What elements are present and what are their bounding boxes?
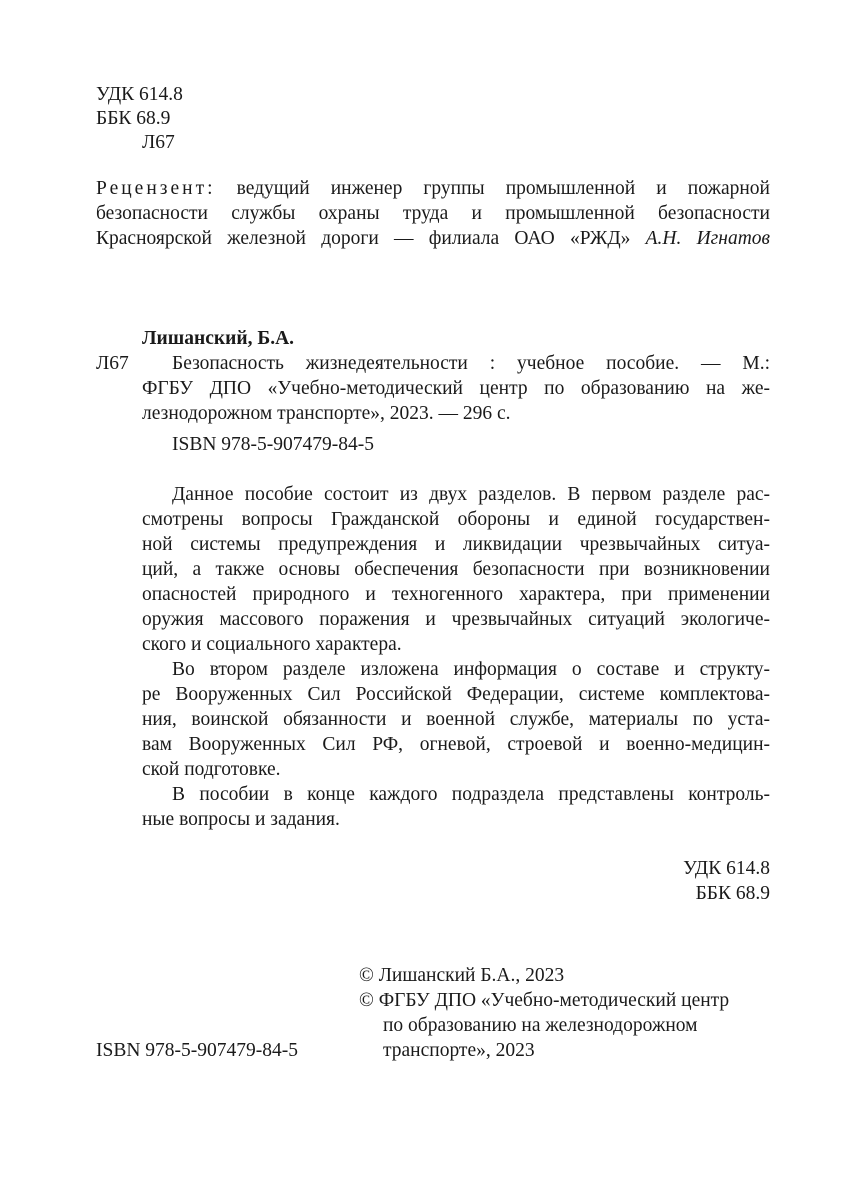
record-isbn: ISBN 978-5-907479-84-5 (172, 434, 375, 455)
record-author: Лишанский, Б.А. (142, 328, 295, 349)
record-author-mark: Л67 (96, 353, 129, 374)
abstract-line: ций, а также основы обеспечения безопасности при возникновении (142, 559, 770, 580)
reviewer-name: А.Н. Игнатов (645, 228, 771, 249)
copyright-publisher: © ФГБУ ДПО «Учебно-методический центр (359, 990, 730, 1011)
reviewer-label: Рецензент: (96, 178, 216, 199)
abstract-line: вам Вооруженных Сил РФ, огневой, строевой и военно-медицин- (142, 734, 770, 755)
abstract-line: В пособии в конце каждого подраздела представлены контроль- (172, 784, 770, 805)
abstract-line: ной системы предупреждения и ликвидации чрезвычайных ситуа- (142, 534, 770, 555)
abstract-line: смотрены вопросы Гражданской обороны и единой государствен- (142, 509, 770, 530)
reviewer-line-2: безопасности службы охраны труда и промышленной безопасности (96, 203, 770, 224)
abstract-line: Данное пособие состоит из двух разделов. В первом разделе рас- (172, 484, 770, 505)
abstract-line: ре Вооруженных Сил Российской Федерации, системе комплектова- (142, 684, 770, 705)
abstract-line: оружия массового поражения и чрезвычайных ситуаций экологиче- (142, 609, 770, 630)
reviewer-line-3: Красноярской железной дороги — филиала ОАО «РЖД» А.Н. Игнатов (96, 228, 771, 249)
reviewer-line-1: Рецензент: ведущий инженер группы промышленной и пожарной (96, 178, 770, 199)
footer-bbk-code: ББК 68.9 (695, 883, 770, 904)
abstract-line: Во втором разделе изложена информация о составе и структу- (172, 659, 770, 680)
abstract-line: ния, воинской обязанности и военной службе, материалы по уста- (142, 709, 770, 730)
record-pages-line: лезнодорожном транспорте», 2023. — 296 с. (142, 403, 511, 424)
abstract-line: опасностей природного и техногенного характера, при применении (142, 584, 770, 605)
bottom-isbn: ISBN 978-5-907479-84-5 (96, 1040, 299, 1061)
bbk-code: ББК 68.9 (96, 108, 171, 129)
copyright-publisher-cont: по образованию на железнодорожном (383, 1015, 698, 1036)
record-publisher-line: ФГБУ ДПО «Учебно-методический центр по образованию на же- (142, 378, 770, 399)
udk-code: УДК 614.8 (96, 84, 183, 105)
copyright-author: © Лишанский Б.А., 2023 (359, 965, 565, 986)
author-mark: Л67 (142, 132, 175, 153)
abstract-line: ные вопросы и задания. (142, 809, 340, 830)
footer-udk-code: УДК 614.8 (683, 858, 770, 879)
copyright-publisher-year: транспорте», 2023 (383, 1040, 535, 1061)
abstract-line: ской подготовке. (142, 759, 281, 780)
abstract-line: ского и социального характера. (142, 634, 402, 655)
record-title-line: Безопасность жизнедеятельности : учебное пособие. — М.: (172, 353, 770, 374)
